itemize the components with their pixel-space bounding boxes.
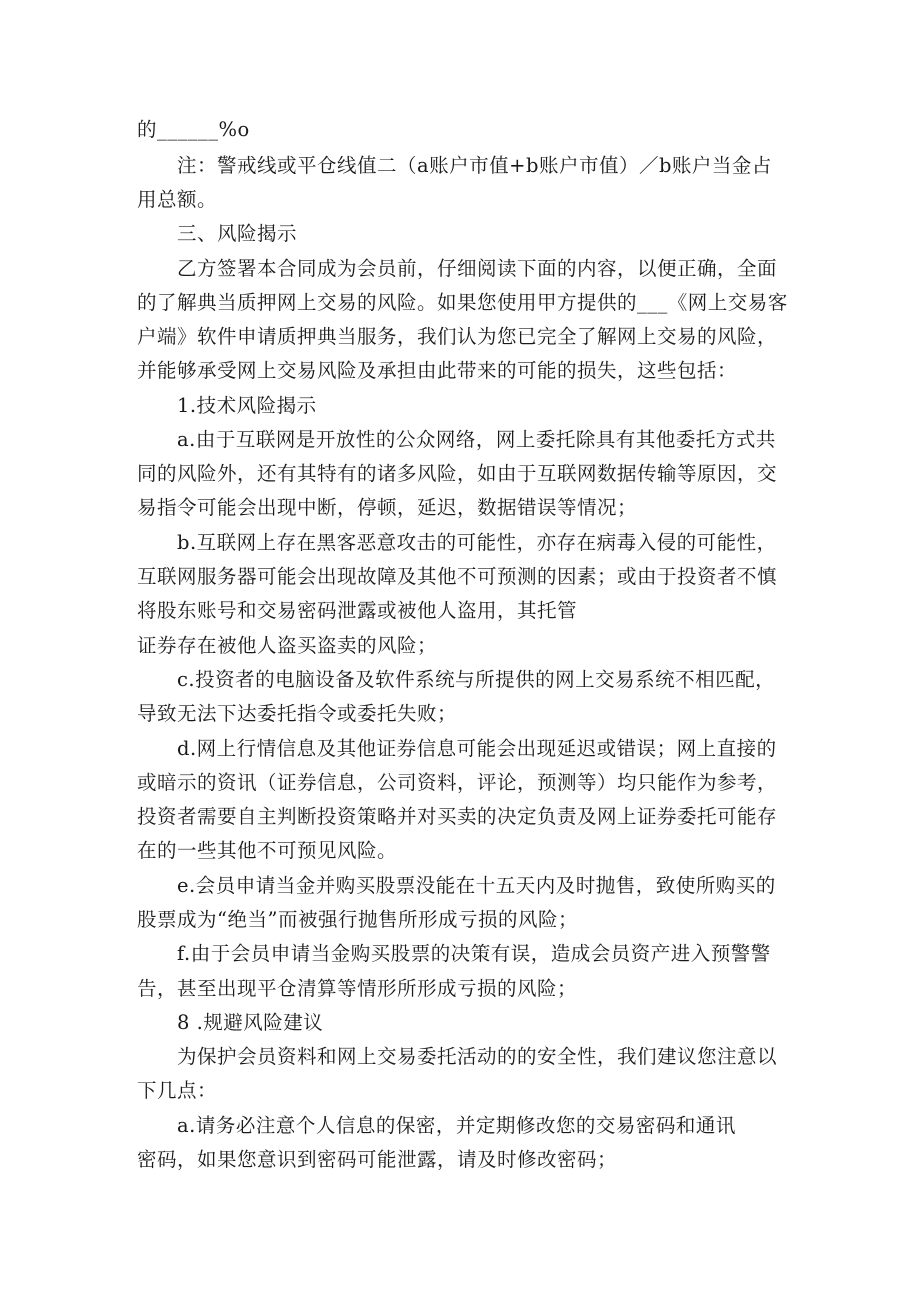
subsection-heading: 1.技术风险揭示 [177, 394, 317, 417]
text-line: 的______%o [137, 118, 250, 141]
text-line: 导致无法下达委托指令或委托失败； [137, 702, 458, 725]
text-line: 的了解典当质押网上交易的风险。如果您使用甲方提供的___《网上交易客 [137, 291, 788, 314]
text-line: b.互联网上存在黑客恶意攻击的可能性，亦存在病毒入侵的可能性， [177, 531, 777, 554]
text-line: 股票成为“绝当”而被强行抛售所形成亏损的风险； [137, 908, 578, 931]
text-line: 为保护会员资料和网上交易委托活动的的安全性，我们建议您注意以 [177, 1045, 778, 1068]
text-line: d.网上行情信息及其他证券信息可能会出现延迟或错误；网上直接的 [177, 737, 777, 760]
text-line: 用总额。 [137, 188, 218, 211]
text-line: 注：警戒线或平仓线值二（a账户市值+b账户市值）／b账户当金占 [177, 154, 772, 177]
text-line: f.由于会员申请当金购买股票的决策有误，造成会员资产进入预警警 [177, 942, 771, 965]
text-line: 乙方签署本合同成为会员前，仔细阅读下面的内容，以便正确，全面 [177, 257, 778, 280]
text-line: 户端》软件申请质押典当服务，我们认为您已完全了解网上交易的风险， [137, 325, 778, 348]
text-line: 或暗示的资讯（证券信息，公司资料，评论，预测等）均只能作为参考， [137, 771, 778, 794]
text-line: 在的一些其他不可预见风险。 [137, 839, 398, 862]
text-line: 密码，如果您意识到密码可能泄露，请及时修改密码； [137, 1148, 618, 1171]
text-line: 并能够承受网上交易风险及承担由此带来的可能的损失，这些包括： [137, 359, 738, 382]
text-line: e.会员申请当金并购买股票没能在十五天内及时抛售，致使所购买的 [177, 874, 776, 897]
section-heading: 三、风险揭示 [177, 222, 298, 245]
text-line: a.由于互联网是开放性的公众网络，网上委托除具有其他委托方式共 [177, 428, 776, 451]
subsection-heading: 8 .规避风险建议 [177, 1011, 324, 1034]
text-line: a.请务必注意个人信息的保密，并定期修改您的交易密码和通讯 [177, 1114, 736, 1137]
text-line: 将股东账号和交易密码泄露或被他人盗用，其托管 [137, 599, 578, 622]
text-line: 互联网服务器可能会出现故障及其他不可预测的因素；或由于投资者不慎 [137, 565, 778, 588]
text-line: 证券存在被他人盗买盗卖的风险； [137, 634, 438, 657]
text-line: 告，甚至出现平仓清算等情形所形成亏损的风险； [137, 977, 578, 1000]
text-line: 下几点： [137, 1079, 218, 1102]
text-line: 同的风险外，还有其特有的诸多风险，如由于互联网数据传输等原因，交 [137, 462, 778, 485]
text-line: 投资者需要自主判断投资策略并对买卖的决定负责及网上证券委托可能存 [137, 805, 778, 828]
text-line: c.投资者的电脑设备及软件系统与所提供的网上交易系统不相匹配， [177, 668, 776, 691]
text-line: 易指令可能会出现中断，停顿，延迟，数据错误等情况； [137, 496, 638, 519]
